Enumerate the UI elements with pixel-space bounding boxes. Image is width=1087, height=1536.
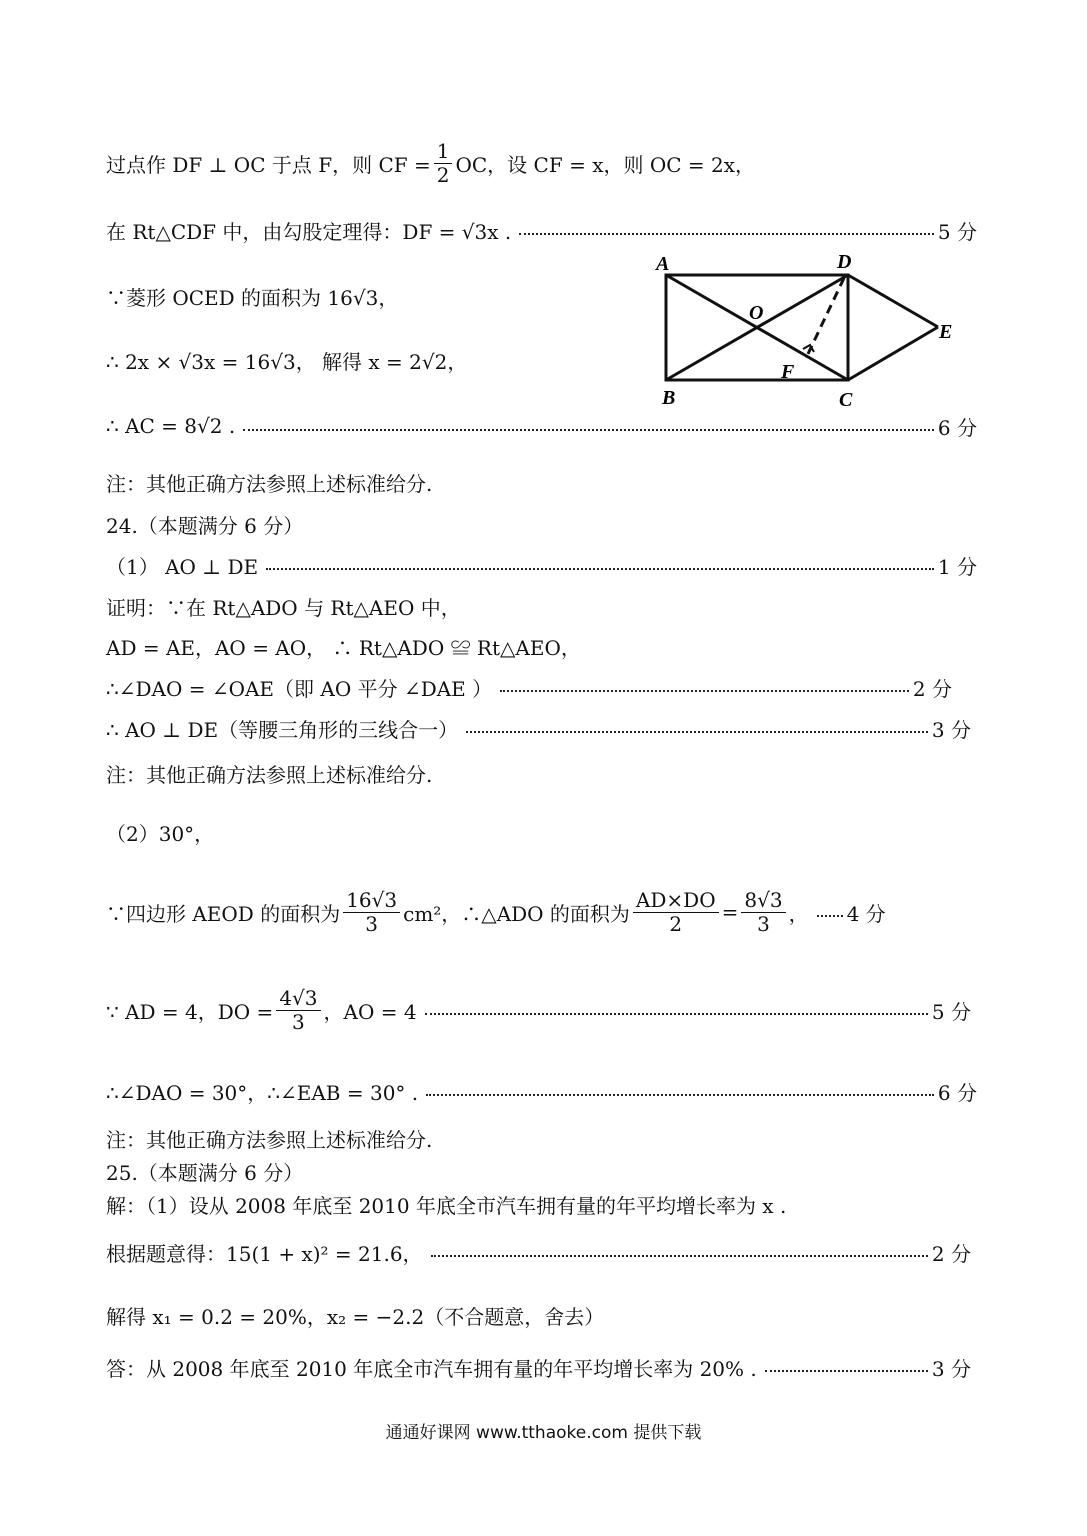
score: 3 分 (931, 717, 971, 742)
leader-dots (466, 731, 928, 733)
line-text: 解：（1）设从 2008 年底至 2010 年底全市汽车拥有量的年平均增长率为 x . (106, 1193, 787, 1218)
line-text: ∴∠DAO = ∠OAE（即 AO 平分 ∠DAE ） (106, 676, 493, 701)
line-text: ∵四边形 AEOD 的面积为 (106, 901, 341, 926)
question-heading: 24.（本题满分 6 分） (106, 513, 304, 538)
line-14 (106, 814, 977, 850)
label-f: F (781, 361, 795, 383)
score: 5 分 (931, 999, 971, 1024)
question-heading: 25.（本题满分 6 分） (106, 1160, 304, 1185)
page-footer: 通通好课网 www.tthaoke.com 提供下载 (385, 1423, 702, 1443)
rectangle-rhombus-diagram (650, 248, 970, 418)
line-text: 过点作 DF ⊥ OC 于点 F，则 CF = (106, 152, 431, 177)
segment-de (848, 275, 938, 327)
line-3 (106, 278, 637, 314)
line-text-after: cm²，∴△ADO 的面积为 (403, 901, 630, 926)
geometry-figure (650, 248, 970, 418)
label-o: O (749, 302, 764, 324)
line-5 (106, 408, 977, 444)
leader-dots (266, 568, 934, 570)
line-text: 证明：∵在 Rt△ADO 与 Rt△AEO 中， (106, 595, 461, 620)
leader-dots (500, 690, 909, 692)
label-e: E (939, 321, 953, 343)
line-text: ∴ AC = 8√2 . (106, 414, 236, 438)
line-text: AD = AE，AO = AO， ∴ Rt△ADO ≌ Rt△AEO， (106, 635, 581, 660)
line-text: 根据题意得：15(1 + x)² = 21.6， (106, 1241, 423, 1266)
fraction (633, 889, 719, 936)
fraction-denominator: 3 (292, 1009, 305, 1034)
fraction-numerator: 8√3 (741, 889, 785, 913)
line-text-after: OC，设 CF = x，则 OC = 2x， (455, 152, 756, 177)
line-21 (106, 1234, 971, 1270)
line-text: ∵ AD = 4，DO = (106, 999, 274, 1024)
line-text: 解得 x₁ = 0.2 = 20%，x₂ = −2.2（不合题意，舍去） (106, 1304, 605, 1329)
line-23 (106, 1349, 971, 1385)
line-20 (106, 1186, 977, 1222)
line-7 (106, 506, 977, 542)
leader-dots (817, 915, 843, 917)
line-text: 注：其他正确方法参照上述标准给分. (106, 762, 433, 787)
score: 1 分 (937, 554, 977, 579)
line-text-after: = (721, 900, 739, 924)
line-11 (106, 669, 952, 705)
fraction-denominator: 2 (669, 911, 683, 936)
fraction (434, 140, 453, 187)
fraction (741, 889, 785, 936)
score: 6 分 (937, 1080, 977, 1105)
line-text: （1） AO ⊥ DE (106, 554, 259, 579)
fraction (343, 889, 400, 936)
line-8 (106, 547, 977, 583)
fraction-denominator: 3 (757, 911, 770, 936)
leader-dots (243, 429, 934, 431)
line-text: ∴ 2x × √3x = 16√3， 解得 x = 2√2， (106, 349, 468, 374)
segment-ec (848, 327, 938, 380)
line-text: 答：从 2008 年底至 2010 年底全市汽车拥有量的年平均增长率为 20% . (106, 1356, 757, 1381)
score: 3 分 (931, 1356, 971, 1381)
line-1 (106, 138, 977, 187)
leader-dots (426, 1094, 934, 1096)
score: 2 分 (912, 676, 952, 701)
fraction-denominator: 3 (365, 911, 379, 936)
line-text: ∵菱形 OCED 的面积为 16√3， (106, 285, 399, 310)
line-text: ∴ AO ⊥ DE（等腰三角形的三线合一） (106, 717, 459, 742)
line-15 (106, 880, 962, 944)
label-c: C (839, 389, 853, 411)
line-9 (106, 588, 977, 624)
leader-dots (765, 1370, 928, 1372)
fraction-numerator: 16√3 (343, 889, 400, 913)
fraction-numerator: 4√3 (276, 987, 320, 1011)
line-12 (106, 710, 971, 746)
leader-dots (519, 233, 934, 235)
line-text-after: ，AO = 4 (323, 999, 417, 1024)
line-2 (106, 212, 977, 248)
fraction (276, 987, 320, 1034)
line-text-after: ， (788, 901, 809, 926)
line-text: 在 Rt△CDF 中，由勾股定理得：DF = √3x . (106, 219, 512, 244)
line-text: 注：其他正确方法参照上述标准给分. (106, 1127, 433, 1152)
line-19 (106, 1153, 977, 1189)
line-22 (106, 1297, 977, 1333)
line-6 (106, 464, 977, 500)
fraction-numerator: AD×DO (633, 889, 719, 913)
label-d: D (837, 251, 852, 273)
score: 5 分 (937, 219, 977, 244)
line-16 (106, 978, 971, 1042)
line-10 (106, 628, 977, 664)
label-b: B (662, 387, 676, 409)
line-13 (106, 755, 977, 791)
score: 4 分 (846, 901, 886, 926)
score: 2 分 (931, 1241, 971, 1266)
leader-dots (425, 1013, 928, 1015)
line-18 (106, 1120, 977, 1156)
leader-dots (431, 1255, 928, 1257)
line-text: 注：其他正确方法参照上述标准给分. (106, 471, 433, 496)
line-text: ∴∠DAO = 30°，∴∠EAB = 30° . (106, 1080, 419, 1105)
label-a: A (656, 253, 670, 275)
line-text: （2）30°， (106, 821, 215, 846)
fraction-denominator: 2 (436, 162, 450, 187)
score: 6 分 (937, 415, 977, 440)
line-4 (106, 342, 637, 378)
line-17 (106, 1073, 977, 1109)
fraction-numerator: 1 (434, 140, 453, 164)
